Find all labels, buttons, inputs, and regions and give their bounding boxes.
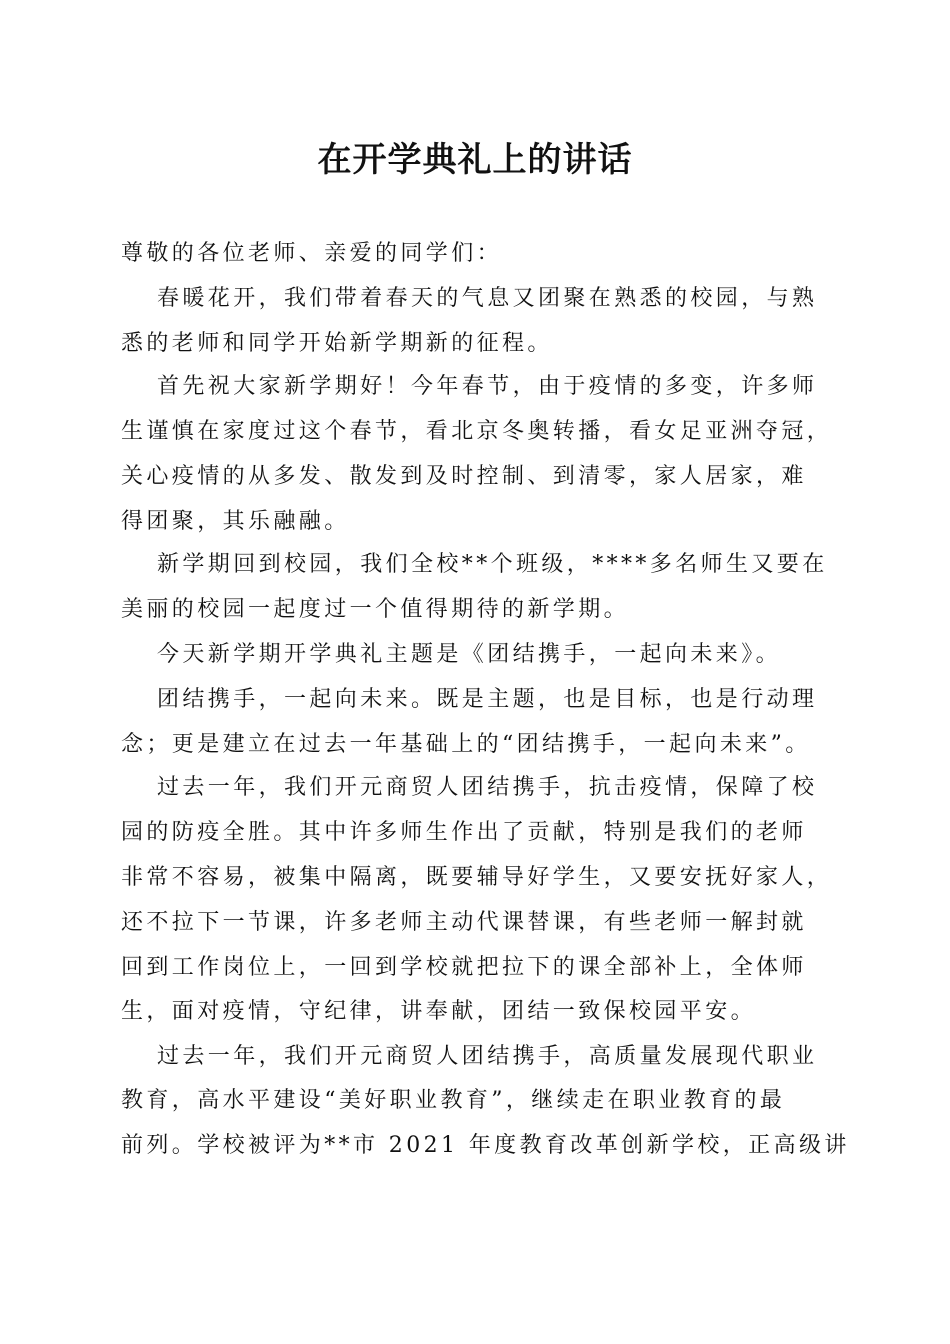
paragraph-line: 美丽的校园一起度过一个值得期待的新学期。: [121, 597, 630, 622]
paragraph-line: 春暖花开，我们带着春天的气息又团聚在熟悉的校园，与熟: [157, 286, 818, 311]
paragraph-line: 过去一年，我们开元商贸人团结携手，抗击疫情，保障了校: [157, 775, 818, 800]
paragraph-line: 关心疫情的从多发、散发到及时控制、到清零，家人居家，难: [121, 464, 807, 489]
paragraph-line: 回到工作岗位上，一回到学校就把拉下的课全部补上，全体师: [121, 955, 807, 980]
paragraph-line: 前列。学校被评为**市 2021 年度教育改革创新学校，正高级讲: [121, 1133, 850, 1158]
paragraph-line: 非常不容易，被集中隔离，既要辅导好学生，又要安抚好家人，: [121, 865, 833, 890]
paragraph-line: 得团聚，其乐融融。: [121, 509, 350, 534]
paragraph-line: 生谨慎在家度过这个春节，看北京冬奥转播，看女足亚洲夺冠，: [121, 419, 833, 444]
document-title: 在开学典礼上的讲话: [317, 140, 633, 180]
paragraph-line: 悉的老师和同学开始新学期新的征程。: [121, 331, 553, 356]
paragraph-line: 新学期回到校园，我们全校**个班级，****多名师生又要在: [157, 552, 828, 577]
salutation-line: 尊敬的各位老师、亲爱的同学们：: [121, 241, 503, 266]
paragraph-line: 今天新学期开学典礼主题是《团结携手，一起向未来》。: [157, 642, 782, 667]
paragraph-line: 教育，高水平建设“美好职业教育”，继续走在职业教育的最: [121, 1088, 786, 1113]
paragraph-line: 还不拉下一节课，许多老师主动代课替课，有些老师一解封就: [121, 910, 807, 935]
paragraph-line: 园的防疫全胜。其中许多师生作出了贡献，特别是我们的老师: [121, 820, 807, 845]
paragraph-line: 过去一年，我们开元商贸人团结携手，高质量发展现代职业: [157, 1044, 818, 1069]
paragraph-line: 生，面对疫情，守纪律，讲奉献，团结一致保校园平安。: [121, 999, 757, 1024]
paragraph-line: 团结携手，一起向未来。既是主题，也是目标，也是行动理: [157, 687, 818, 712]
paragraph-line: 念；更是建立在过去一年基础上的“团结携手，一起向未来”。: [121, 732, 811, 757]
paragraph-line: 首先祝大家新学期好！今年春节，由于疫情的多变，许多师: [157, 374, 818, 399]
